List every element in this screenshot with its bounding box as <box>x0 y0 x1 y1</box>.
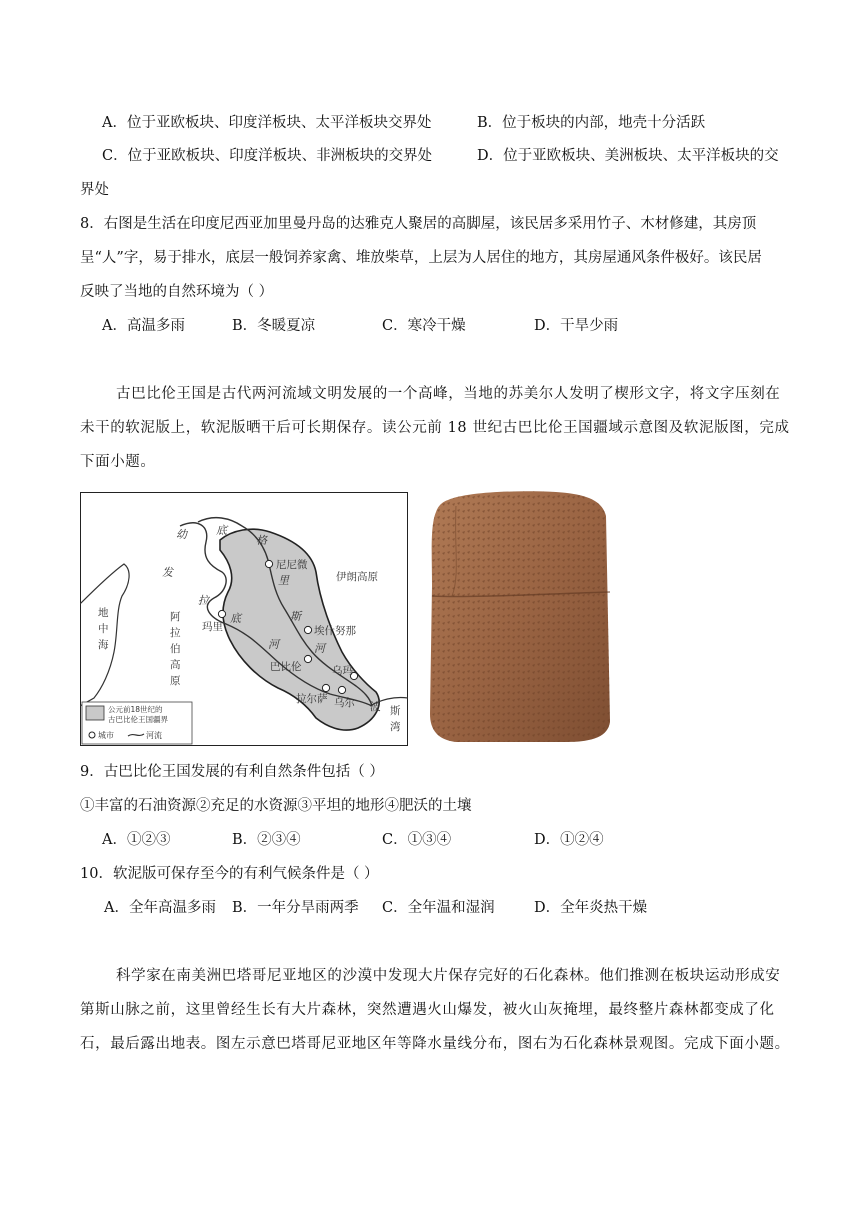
city-babylon-label: 巴比伦 <box>270 661 302 673</box>
river-label-di2: 底 <box>216 524 227 537</box>
q9-stem: 9．古巴比伦王国发展的有利自然条件包括（ ） <box>80 764 384 780</box>
city-eshnunna-marker <box>304 626 311 633</box>
city-larsa-marker <box>322 684 329 691</box>
q9-option-c: C．①③④ <box>382 832 452 848</box>
q10-option-b: B．一年分旱雨两季 <box>232 900 359 916</box>
river-label-la: 拉 <box>198 594 209 607</box>
q8-option-c: C．寒冷干燥 <box>382 318 466 334</box>
q10-option-d: D．全年炎热干燥 <box>534 900 648 916</box>
region-arab-3: 伯 <box>170 643 181 655</box>
city-mari-marker <box>218 610 225 617</box>
map-legend <box>82 702 192 744</box>
region-arab-2: 拉 <box>170 627 181 639</box>
city-nineveh-marker <box>265 560 272 567</box>
city-eshnunna-label: 埃什努那 <box>314 625 356 637</box>
clay-tablet-photo <box>426 486 612 744</box>
legend-territory-label: 公元前18世纪的 <box>108 705 163 714</box>
region-med-1: 地 <box>98 607 109 619</box>
region-med-3: 海 <box>98 639 109 651</box>
city-larsa-label: 拉尔萨 <box>296 693 328 705</box>
q7-option-b: B．位于板块的内部，地壳十分活跃 <box>477 115 706 131</box>
q7-option-d: D．位于亚欧板块、美洲板块、太平洋板块的交 <box>477 148 779 164</box>
region-arab-4: 高 <box>170 659 181 671</box>
region-arab-1: 阿 <box>170 611 181 623</box>
q9-option-a: A．①②③ <box>102 832 171 848</box>
q8-stem-line1: 8．右图是生活在印度尼西亚加里曼丹岛的达雅克人聚居的高脚屋，该民居多采用竹子、木材修建，其房顶 <box>80 216 757 232</box>
region-med-2: 中 <box>98 623 109 635</box>
river-label-fa: 发 <box>162 566 173 579</box>
q8-option-a: A．高温多雨 <box>102 318 185 334</box>
city-umma-label: 乌玛 <box>332 665 353 677</box>
river-label-di: 底 <box>230 612 241 625</box>
q8-stem-line3: 反映了当地的自然环境为（ ） <box>80 284 274 300</box>
passage2-line1: 科学家在南美洲巴塔哥尼亚地区的沙漠中发现大片保存完好的石化森林。他们推测在板块运动形成安 <box>116 968 781 984</box>
q7-option-c: C．位于亚欧板块、印度洋板块、非洲板块的交界处 <box>102 148 433 164</box>
river-label-he-e: 河 <box>268 638 279 651</box>
q8-option-b: B．冬暖夏凉 <box>232 318 316 334</box>
city-babylon-marker <box>304 655 311 662</box>
q9-option-b: B．②③④ <box>232 832 301 848</box>
q10-option-a: A．全年高温多雨 <box>104 900 216 916</box>
river-label-you: 幼 <box>176 528 187 541</box>
region-gulf-1: 波 <box>370 701 381 713</box>
city-ur-marker <box>338 686 345 693</box>
q8-stem-line2: 呈“人”字，易于排水，底层一般饲养家禽、堆放柴草，上层为人居住的地方，其房屋通风条件极好。该民居 <box>80 250 762 266</box>
passage2-line3: 石，最后露出地表。图左示意巴塔哥尼亚地区年等降水量线分布，图右为石化森林景观图。完成下面小题。 <box>80 1036 790 1052</box>
q7-option-d-continued: 界处 <box>80 182 109 198</box>
legend-city-label: 城市 <box>98 731 114 740</box>
passage1-line1: 古巴比伦王国是古代两河流域文明发展的一个高峰，当地的苏美尔人发明了楔形文字，将文字压刻在 <box>116 386 781 402</box>
region-gulf-3: 湾 <box>390 721 401 733</box>
river-label-he-t: 河 <box>314 642 325 655</box>
babylon-territory-map <box>80 492 408 746</box>
river-label-si: 斯 <box>290 610 301 623</box>
legend-territory-swatch <box>86 706 104 720</box>
q10-stem: 10．软泥版可保存至今的有利气候条件是（ ） <box>80 866 379 882</box>
q10-option-c: C．全年温和湿润 <box>382 900 495 916</box>
legend-river-label: 河流 <box>146 731 162 740</box>
legend-city-marker <box>89 732 95 738</box>
river-label-ge: 格 <box>256 534 267 547</box>
city-ur-label: 乌尔 <box>334 697 355 709</box>
q8-option-d: D．干旱少雨 <box>534 318 619 334</box>
legend-territory-label2: 古巴比伦王国疆界 <box>108 715 168 724</box>
region-gulf-2: 斯 <box>390 705 401 717</box>
passage1-line3: 下面小题。 <box>80 454 156 470</box>
region-arab-5: 原 <box>170 675 181 687</box>
city-mari-label: 玛里 <box>202 621 223 633</box>
passage2-line2: 第斯山脉之前，这里曾经生长有大片森林，突然遭遇火山爆发，被火山灰掩埋，最终整片森林都变成了化 <box>80 1002 775 1018</box>
q9-items: ①丰富的石油资源②充足的水资源③平坦的地形④肥沃的土壤 <box>80 798 472 814</box>
region-iran-plateau: 伊朗高原 <box>336 571 378 583</box>
river-label-li: 里 <box>278 574 289 587</box>
passage1-line2: 未干的软泥版上，软泥版晒干后可长期保存。读公元前 18 世纪古巴比伦王国疆域示意图及软泥版图，完成 <box>80 420 790 436</box>
city-nineveh-label: 尼尼微 <box>276 559 308 571</box>
q9-option-d: D．①②④ <box>534 832 604 848</box>
q7-option-a: A．位于亚欧板块、印度洋板块、太平洋板块交界处 <box>102 115 432 131</box>
